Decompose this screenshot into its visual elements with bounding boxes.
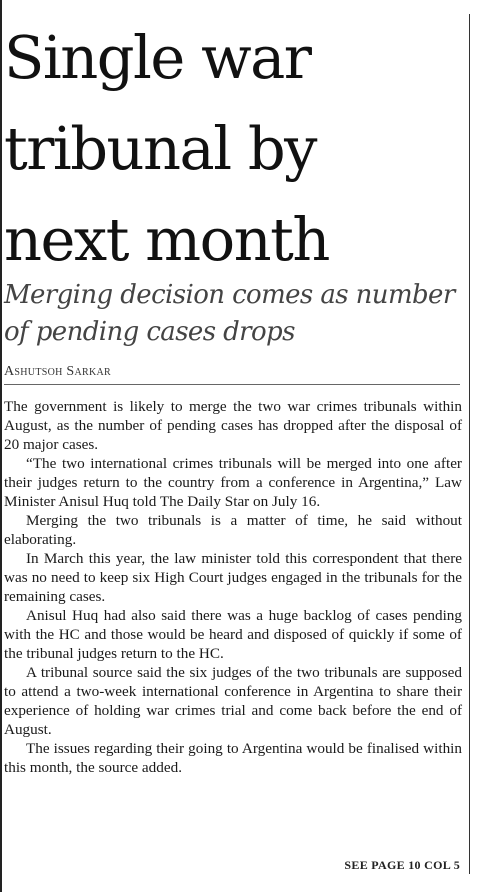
left-column-rule	[0, 0, 2, 892]
body-paragraph: “The two international crimes tribunals will be merged into one after their judges return to the country from a conference in Argentina,” Law Minister Anisul Huq told The Daily Star on July 16.	[4, 455, 462, 510]
headline-line: tribunal by	[4, 114, 316, 183]
body-paragraph: In March this year, the law minister told this correspondent that there was no need to keep six High Court judges engaged in the tribunals for the remaining cases.	[4, 550, 462, 605]
article-body	[4, 397, 462, 777]
continued-on-page-note: SEE PAGE 10 COL 5	[344, 858, 460, 872]
body-paragraph: The issues regarding their going to Argentina would be finalised within this month, the source added.	[4, 740, 462, 776]
headline-line: Single war	[4, 23, 311, 92]
right-column-rule	[469, 14, 470, 874]
body-paragraph: Merging the two tribunals is a matter of time, he said without elaborating.	[4, 512, 462, 548]
subheadline	[4, 277, 466, 351]
byline: Ashutsoh Sarkar	[4, 364, 112, 379]
byline-divider	[4, 384, 460, 385]
headline	[4, 12, 466, 285]
subheadline-line: of pending cases drops	[4, 317, 295, 347]
body-paragraph: The government is likely to merge the two war crimes tribunals within August, as the number of pending cases has dropped after the disposal of 20 major cases.	[4, 398, 462, 453]
body-paragraph: Anisul Huq had also said there was a huge backlog of cases pending with the HC and those would be heard and disposed of quickly if some of the tribunal judges return to the HC.	[4, 607, 462, 662]
body-paragraph: A tribunal source said the six judges of the two tribunals are supposed to attend a two-week international conference in Argentina to share their experience of holding war crimes trial and come back before the end of August.	[4, 664, 462, 738]
headline-line: next month	[4, 205, 329, 274]
subheadline-line: Merging decision comes as number	[4, 280, 455, 310]
